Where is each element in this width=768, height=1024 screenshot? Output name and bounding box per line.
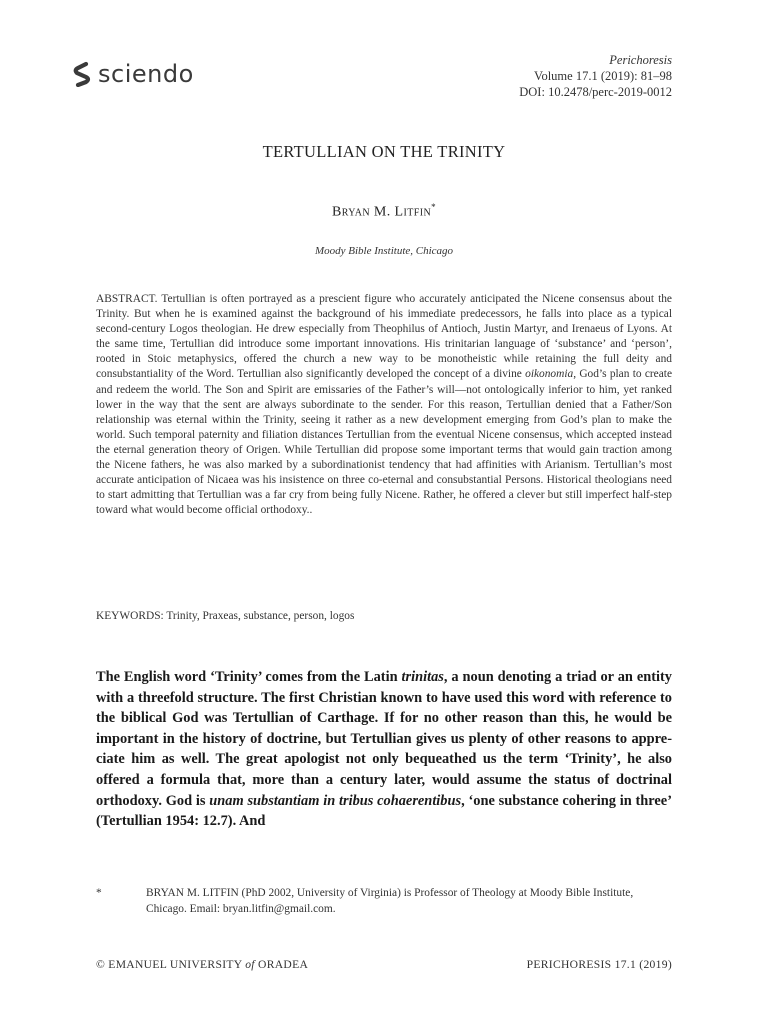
footnote-marker: * <box>96 887 102 899</box>
abstract-text-2: , God’s plan to create and redeem the world. The Son and Spirit are emissaries of the Father’s will—not ontologically inferior to him, yet ranked lower in the way that the sent are always subordinate to the sender. For this reason, Tertullian denied that a Father/Son relationship was eternal within the Trinity, seeing it rather as a new development emerging from God’s plan to make the world. Such temporal paternity and filiation distances Tertullian from the eventual Nicene consensus, which accepted instead the eternal generation theory of Origen. While Tertullian did propose some important terms that would gain traction among the Nicene fathers, he was also marked by a subordinationist tendency that had affinities with Arianism. Tertullian’s most accurate anticipation of Nicaea was his insistence on three co-eternal and consubstantial Persons. Historical theologians need to start admitting that Tertullian was a far cry from being fully Nicene. Rather, he offered a clever but still imperfect half-step toward what would become official orthodoxy.. <box>96 368 673 517</box>
abstract-text-1: Tertullian is often portrayed as a prescient figure who accurately anticipated the Nicene consensus about the Trinity. But when he is examined against the background of his immediate predecessors, he falls into place as a typical second-century Logos theologian. He drew especially from Theophilus of Antioch, Justin Martyr, and Irenaeus of Lyons. At the same time, Tertullian did introduce some important innovations. His trinitarian language of ‘substance’ and ‘person’, rooted in Stoic metaphysics, offered the church a new way to be monotheistic while retaining the full deity and consubstantiality of the Word. Tertullian also significantly developed the concept of a divine <box>96 293 672 381</box>
body-text-2: , a noun denoting a triad or an entity with a threefold structure. The first Christian known to have used this word with reference to the biblical God was Tertullian of Carthage. If for no other reason than this, he would be important in the history of doctrine, but Tertullian gives us plenty of other reasons to appreciate him as well. The great apologist not only bequeathed us the term ‘Trinity’, he also offered a formula that, more than a century later, would assume the status of doctrinal orthodoxy. God is <box>96 669 672 809</box>
body-italic-latin-formula: unam substantiam in tribus cohaerentibus <box>209 792 462 809</box>
author-affiliation: Moody Bible Institute, Chicago <box>314 245 454 257</box>
journal-doi: DOI: 10.2478/perc-2019-0012 <box>519 85 672 99</box>
body-italic-trinitas: trinitas <box>401 669 444 685</box>
journal-info <box>519 52 672 100</box>
author-line <box>0 202 768 221</box>
abstract <box>96 292 672 518</box>
journal-name: Perichoresis <box>609 53 672 67</box>
journal-volume: Volume 17.1 (2019): 81–98 <box>534 69 672 83</box>
publisher-logo <box>72 60 194 88</box>
body-text-3: , ‘one substance cohering in three’ (Tertullian 1954: 12.7). And <box>96 792 672 830</box>
footer-publisher-b: ORADEA <box>258 958 309 971</box>
abstract-italic-term: oikonomia <box>525 368 574 381</box>
keywords-list: Trinity, Praxeas, substance, person, logos <box>163 610 355 622</box>
author-name: Bryan M. Litfin <box>332 204 432 220</box>
article-title: TERTULLIAN ON THE TRINITY <box>262 142 506 161</box>
author-footnote-marker: * <box>431 202 436 212</box>
footer-journal-ref: PERICHORESIS 17.1 (2019) <box>526 958 672 971</box>
logo-wordmark: sciendo <box>98 60 194 88</box>
sciendo-s-logo-icon <box>72 61 92 87</box>
footnote-text: BRYAN M. LITFIN (PhD 2002, University of Virginia) is Professor of Theology at Moody Bible Institute, Chicago. Email: bryan.litfin@gmail.com. <box>146 887 634 915</box>
keywords <box>96 610 672 622</box>
footer-publisher-a: © EMANUEL UNIVERSITY <box>96 958 242 971</box>
footer-publisher <box>96 958 308 971</box>
footnote <box>96 886 672 917</box>
keywords-label: KEYWORDS: <box>96 610 164 622</box>
body-text-1: The English word ‘Trinity’ comes from the Latin <box>96 669 402 685</box>
abstract-label: ABSTRACT. <box>96 293 158 305</box>
body-paragraph <box>96 667 672 832</box>
footer-publisher-of: of <box>245 958 255 971</box>
